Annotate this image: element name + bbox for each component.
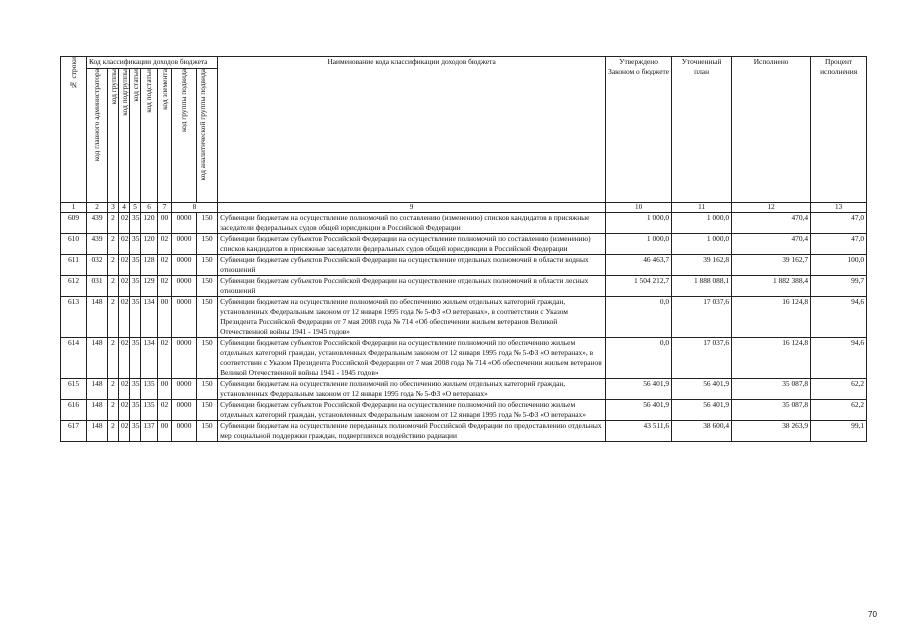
approved-amount: 56 401,9 [606,379,672,400]
income-name: Субвенции бюджетам субъектов Российской Федерации на осуществление полномочий по составлению (изменению) списков кандидатов в присяжные заседатели федеральных судов общей юрисдикции в Российской Федерации [218,234,606,255]
code-subtype-group: 0000 [172,234,197,255]
code-article: 35 [130,255,141,276]
code-subgroup: 02 [119,213,130,234]
code-subgroup: 02 [119,297,130,338]
code-article: 35 [130,234,141,255]
code-element: 02 [158,276,172,297]
code-element: 02 [158,400,172,421]
column-number: 9 [218,203,606,213]
row-number: 616 [61,400,87,421]
executed-amount: 470,4 [732,213,811,234]
row-number: 615 [61,379,87,400]
code-admin: 032 [87,255,108,276]
executed-amount: 38 263,9 [732,421,811,442]
code-subarticle: 120 [141,213,158,234]
approved-amount: 56 401,9 [606,400,672,421]
code-subgroup: 02 [119,338,130,379]
approved-amount: 1 000,0 [606,234,672,255]
code-group: 2 [108,338,119,379]
page-number: 70 [868,610,877,619]
header-classification-group: Код классификации доходов бюджета [87,57,218,69]
table-row [61,421,867,442]
code-admin: 439 [87,213,108,234]
income-name: Субвенции бюджетам на осуществление полномочий по составлению (изменению) списков кандидатов в присяжные заседатели федеральных судов общей юрисдикции в Российской Федерации [218,213,606,234]
execution-percent: 99,7 [811,276,867,297]
code-subtype-group: 0000 [172,421,197,442]
code-group: 2 [108,379,119,400]
code-article: 35 [130,421,141,442]
code-group: 2 [108,276,119,297]
code-analytic-group: 150 [197,338,218,379]
execution-percent: 99,1 [811,421,867,442]
code-admin: 148 [87,421,108,442]
code-subgroup: 02 [119,379,130,400]
execution-percent: 62,2 [811,379,867,400]
header-code-analytic-group: код аналитической группы подвида [197,69,218,203]
refined-plan-amount: 17 037,6 [672,297,732,338]
code-article: 35 [130,338,141,379]
column-number: 4 [119,203,130,213]
code-admin: 148 [87,400,108,421]
header-percent: Процент исполнения [811,57,867,203]
code-subarticle: 129 [141,276,158,297]
code-element: 02 [158,234,172,255]
column-number: 6 [141,203,158,213]
approved-amount: 43 511,6 [606,421,672,442]
execution-percent: 47,0 [811,213,867,234]
code-article: 35 [130,276,141,297]
column-number: 13 [811,203,867,213]
column-number: 7 [158,203,172,213]
code-subtype-group: 0000 [172,379,197,400]
code-analytic-group: 150 [197,400,218,421]
code-element: 00 [158,379,172,400]
header-code-article: код статьи [130,69,141,203]
code-group: 2 [108,400,119,421]
refined-plan-amount: 56 401,9 [672,379,732,400]
code-subarticle: 135 [141,379,158,400]
approved-amount: 1 504 212,7 [606,276,672,297]
income-name: Субвенции бюджетам субъектов Российской Федерации на осуществление полномочий по обеспечению жильем отдельных категорий граждан, установленных Федеральным законом от 12 января 1995 года № 5-ФЗ «О ветеранах» [218,400,606,421]
code-element: 00 [158,421,172,442]
column-number: 3 [108,203,119,213]
code-analytic-group: 150 [197,213,218,234]
approved-amount: 0,0 [606,338,672,379]
table-row [61,297,867,338]
header-code-group: код группы [108,69,119,203]
income-name: Субвенции бюджетам субъектов Российской Федерации на осуществление отдельных полномочий в области лесных отношений [218,276,606,297]
header-name: Наименование кода классификации доходов бюджета [218,57,606,203]
code-group: 2 [108,234,119,255]
column-number-row [61,203,867,213]
row-number: 613 [61,297,87,338]
code-element: 02 [158,338,172,379]
header-code-subgroup: код подгруппы [119,69,130,203]
code-analytic-group: 150 [197,255,218,276]
header-executed: Исполнено [732,57,811,203]
column-number: 5 [130,203,141,213]
approved-amount: 1 000,0 [606,213,672,234]
code-subgroup: 02 [119,234,130,255]
income-name: Субвенции бюджетам субъектов Российской Федерации на осуществление полномочий по обеспечению жильем отдельных категорий граждан, установленных Федеральным законом от 12 января 1995 года № 5-ФЗ «О ветеранах», в соответствии с Указом Президента Российской Федерации от 7 мая 2008 года № 714 «Об обеспечении жильем ветеранов Великой Отечественной войны 1941 - 1945 годов» [218,338,606,379]
table-row [61,234,867,255]
table-row [61,338,867,379]
code-subgroup: 02 [119,255,130,276]
header-refined-plan: Уточненный план [672,57,732,203]
code-subgroup: 02 [119,276,130,297]
code-subarticle: 137 [141,421,158,442]
income-name: Субвенции бюджетам субъектов Российской Федерации на осуществление отдельных полномочий в области водных отношений [218,255,606,276]
approved-amount: 0,0 [606,297,672,338]
table-row [61,255,867,276]
code-admin: 148 [87,379,108,400]
code-subarticle: 120 [141,234,158,255]
code-element: 02 [158,255,172,276]
executed-amount: 35 087,8 [732,400,811,421]
column-number: 1 [61,203,87,213]
code-group: 2 [108,421,119,442]
code-admin: 148 [87,338,108,379]
code-article: 35 [130,379,141,400]
table-row [61,213,867,234]
code-subtype-group: 0000 [172,276,197,297]
executed-amount: 1 882 388,4 [732,276,811,297]
code-analytic-group: 150 [197,421,218,442]
code-group: 2 [108,297,119,338]
code-admin: 031 [87,276,108,297]
budget-revenue-table [60,56,867,442]
code-subarticle: 134 [141,338,158,379]
code-analytic-group: 150 [197,379,218,400]
refined-plan-amount: 1 000,0 [672,234,732,255]
code-subtype-group: 0000 [172,400,197,421]
row-number: 617 [61,421,87,442]
table-row [61,400,867,421]
execution-percent: 94,6 [811,338,867,379]
executed-amount: 35 087,8 [732,379,811,400]
code-article: 35 [130,213,141,234]
income-name: Субвенции бюджетам на осуществление полномочий по обеспечению жильем отдельных категорий граждан, установленных Федеральным законом от 12 января 1995 года № 5-ФЗ «О ветеранах» [218,379,606,400]
header-code-subtype-group: код группы подвида [172,69,197,203]
execution-percent: 94,6 [811,297,867,338]
code-analytic-group: 150 [197,297,218,338]
refined-plan-amount: 17 037,6 [672,338,732,379]
header-row-1 [61,57,867,69]
executed-amount: 16 124,8 [732,297,811,338]
code-analytic-group: 150 [197,276,218,297]
refined-plan-amount: 38 600,4 [672,421,732,442]
row-number: 609 [61,213,87,234]
refined-plan-amount: 1 888 088,1 [672,276,732,297]
column-number: 11 [672,203,732,213]
header-code-element: код элемента [158,69,172,203]
code-element: 00 [158,297,172,338]
execution-percent: 47,0 [811,234,867,255]
income-name: Субвенции бюджетам на осуществление полномочий по обеспечению жильем отдельных категорий граждан, установленных Федеральным законом от 12 января 1995 года № 5-ФЗ «О ветеранах», в соответствии с Указом Президента Российской Федерации от 7 мая 2008 года № 714 «Об обеспечении жильем ветеранов Великой Отечественной войны 1941 - 1945 годов» [218,297,606,338]
execution-percent: 100,0 [811,255,867,276]
code-subarticle: 128 [141,255,158,276]
refined-plan-amount: 1 000,0 [672,213,732,234]
executed-amount: 39 162,7 [732,255,811,276]
executed-amount: 16 124,8 [732,338,811,379]
code-admin: 439 [87,234,108,255]
code-admin: 148 [87,297,108,338]
code-subarticle: 135 [141,400,158,421]
column-number: 10 [606,203,672,213]
code-subtype-group: 0000 [172,255,197,276]
row-number: 611 [61,255,87,276]
header-code-subarticle: код подстатьи [141,69,158,203]
code-subgroup: 02 [119,400,130,421]
header-approved: Утверждено Законом о бюджете [606,57,672,203]
refined-plan-amount: 56 401,9 [672,400,732,421]
execution-percent: 62,2 [811,400,867,421]
code-subgroup: 02 [119,421,130,442]
executed-amount: 470,4 [732,234,811,255]
refined-plan-amount: 39 162,8 [672,255,732,276]
approved-amount: 46 463,7 [606,255,672,276]
code-analytic-group: 150 [197,234,218,255]
row-number: 610 [61,234,87,255]
column-number: 12 [732,203,811,213]
code-subtype-group: 0000 [172,213,197,234]
table-row [61,276,867,297]
code-subtype-group: 0000 [172,338,197,379]
code-subtype-group: 0000 [172,297,197,338]
header-code-admin: код главного администратора [87,69,108,203]
header-row-no: № строки [61,57,87,203]
row-number: 612 [61,276,87,297]
row-number: 614 [61,338,87,379]
column-number: 8 [172,203,218,213]
code-article: 35 [130,400,141,421]
code-article: 35 [130,297,141,338]
table-row [61,379,867,400]
code-group: 2 [108,255,119,276]
column-number: 2 [87,203,108,213]
income-name: Субвенции бюджетам на осуществление переданных полномочий Российской Федерации по предоставлению отдельных мер социальной поддержки граждан, подвергшихся воздействию радиации [218,421,606,442]
code-element: 00 [158,213,172,234]
code-group: 2 [108,213,119,234]
code-subarticle: 134 [141,297,158,338]
